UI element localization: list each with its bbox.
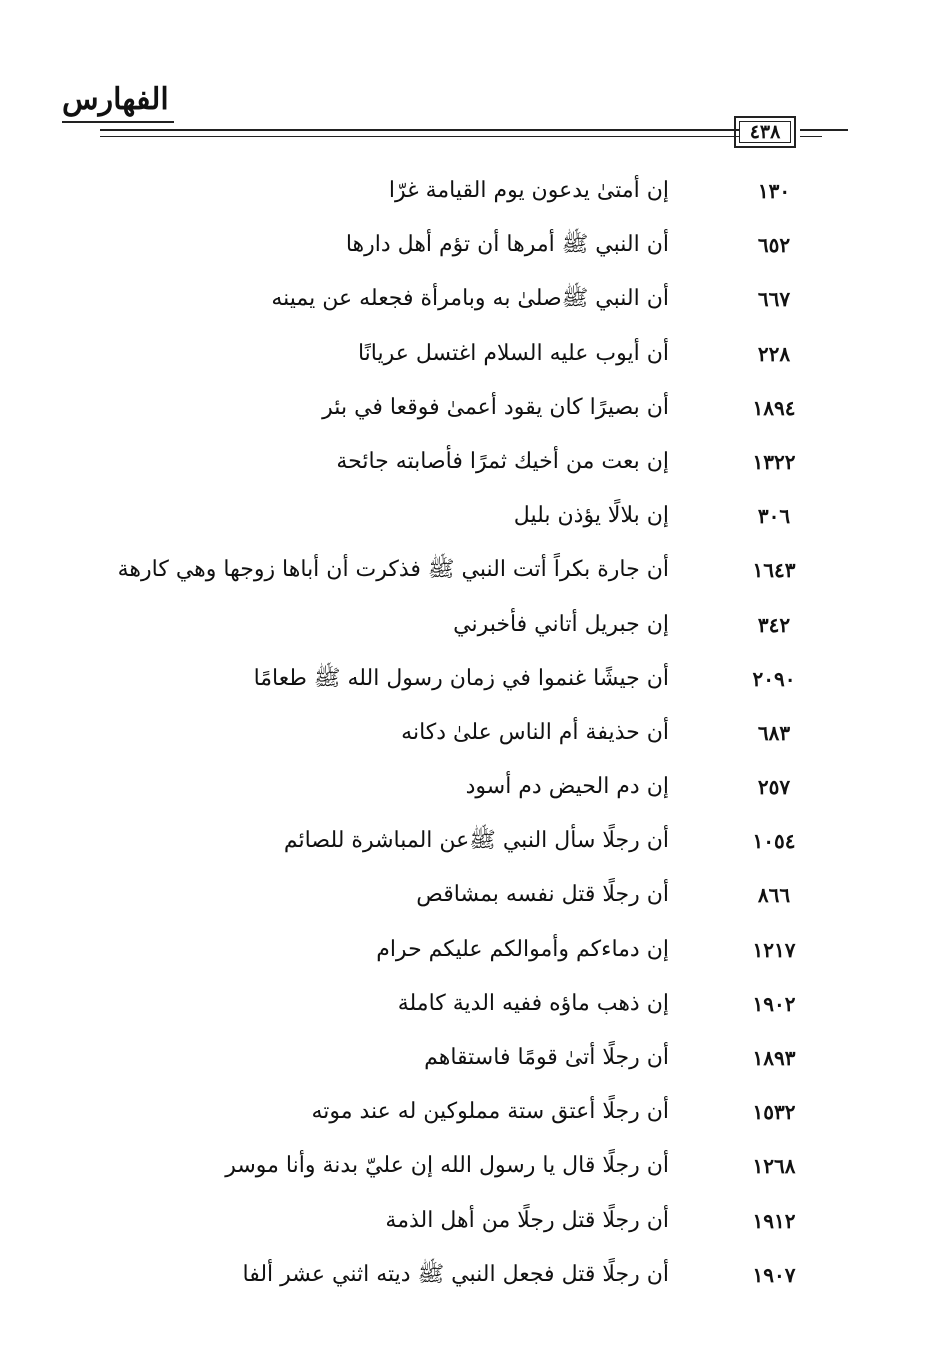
- entry-number: ١٩٠٧: [752, 1262, 796, 1287]
- entry-text: أن رجلًا قتل فجعل النبي ﷺ ديته اثني عشر ألفا: [242, 1261, 669, 1287]
- entry-number: ٢٥٧: [757, 775, 791, 800]
- entry-number: ١٥٣٢: [752, 1100, 796, 1125]
- entry-number: ٦٥٢: [757, 233, 791, 258]
- index-entry: [0, 1085, 929, 1139]
- entry-text: أن رجلًا قتل رجلًا من أهل الذمة: [385, 1207, 669, 1233]
- entry-text: إن جبريل أتاني فأخبرني: [453, 611, 669, 637]
- entry-text: أن النبي ﷺ أمرها أن تؤم أهل دارها: [345, 232, 669, 258]
- entry-number: ١٠٥٤: [752, 829, 796, 854]
- index-entry: [0, 164, 929, 218]
- entry-number: ١٣٠: [757, 179, 791, 203]
- entry-text: أن جارة بكراً أتت النبي ﷺ فذكرت أن أباها زوجها وهي كارهة: [117, 557, 669, 583]
- entry-text: أن رجلًا قال يا رسول الله إن عليّ بدنة وأنا موسر: [225, 1153, 669, 1179]
- index-entry: [0, 218, 929, 272]
- entry-number: ١٨٩٣: [752, 1046, 796, 1070]
- entry-number: ٦٦٧: [757, 287, 791, 312]
- entry-text: أن حذيفة أم الناس علىٰ دكانه: [401, 719, 669, 745]
- index-entry: [0, 706, 929, 760]
- header-title: الفهارس: [62, 82, 169, 117]
- entry-number: ٢٠٩٠: [752, 666, 796, 691]
- entry-number: ١٢٦٨: [752, 1154, 796, 1179]
- entry-text: أن جيشًا غنموا في زمان رسول الله ﷺ طعامًا: [253, 665, 669, 691]
- index-entry: [0, 868, 929, 922]
- index-entry: [0, 435, 929, 489]
- entry-text: إن بعت من أخيك ثمرًا فأصابته جائحة: [336, 448, 669, 474]
- index-entry: [0, 327, 929, 381]
- entry-number: ١٣٢٢: [752, 449, 796, 474]
- index-entry: [0, 923, 929, 977]
- index-entry: [0, 1031, 929, 1085]
- index-entry: [0, 272, 929, 326]
- index-list: [0, 164, 929, 1302]
- entry-text: أن رجلًا أعتق ستة مملوكين له عند موته: [311, 1099, 669, 1125]
- entry-text: أن بصيرًا كان يقود أعمىٰ فوقعا في بئر: [322, 394, 669, 420]
- index-entry: [0, 598, 929, 652]
- entry-number: ١٦٤٣: [752, 558, 796, 583]
- entry-number: ١٢١٧: [752, 937, 796, 962]
- entry-text: إن بلالًا يؤذن بليل: [513, 503, 669, 529]
- entry-text: إن أمتىٰ يدعون يوم القيامة غرّا: [388, 178, 669, 203]
- index-entry: [0, 381, 929, 435]
- entry-number: ١٩١٢: [752, 1208, 796, 1233]
- entry-number: ٣٠٦: [757, 504, 791, 529]
- index-entry: [0, 1194, 929, 1248]
- page-number: ٤٣٨: [739, 121, 791, 143]
- header-title-underline: [62, 121, 174, 123]
- header-rule-right-top: [800, 129, 848, 131]
- index-entry: [0, 489, 929, 543]
- entry-text: أن رجلًا أتىٰ قومًا فاستقاهم: [424, 1045, 669, 1070]
- page-number-box: [734, 116, 796, 148]
- entry-text: إن ذهب ماؤه ففيه الدية كاملة: [397, 990, 669, 1016]
- entry-number: ٣٤٢: [757, 612, 791, 637]
- index-entry: [0, 1139, 929, 1193]
- entry-text: أن النبي ﷺصلىٰ به وبامرأة فجعله عن يمينه: [271, 286, 669, 312]
- entry-number: ٦٨٣: [757, 720, 791, 745]
- header-rule-right-bottom: [800, 136, 822, 137]
- entry-number: ١٨٩٤: [752, 395, 796, 420]
- header-rule-top: [100, 129, 740, 131]
- index-entry: [0, 1248, 929, 1302]
- index-entry: [0, 814, 929, 868]
- index-entry: [0, 543, 929, 597]
- entry-number: ١٩٠٢: [752, 991, 796, 1016]
- entry-number: ٢٢٨: [757, 341, 791, 366]
- index-entry: [0, 652, 929, 706]
- entry-text: أن أيوب عليه السلام اغتسل عريانًا: [357, 340, 669, 366]
- entry-text: إن دماءكم وأموالكم عليكم حرام: [376, 936, 669, 962]
- entry-text: أن رجلًا قتل نفسه بمشاقص: [416, 882, 669, 908]
- entry-text: أن رجلًا سأل النبي ﷺعن المباشرة للصائم: [283, 828, 669, 854]
- index-entry: [0, 977, 929, 1031]
- entry-text: إن دم الحيض دم أسود: [465, 774, 669, 800]
- index-entry: [0, 760, 929, 814]
- entry-number: ٨٦٦: [757, 883, 791, 908]
- header-rule-bottom: [100, 136, 740, 137]
